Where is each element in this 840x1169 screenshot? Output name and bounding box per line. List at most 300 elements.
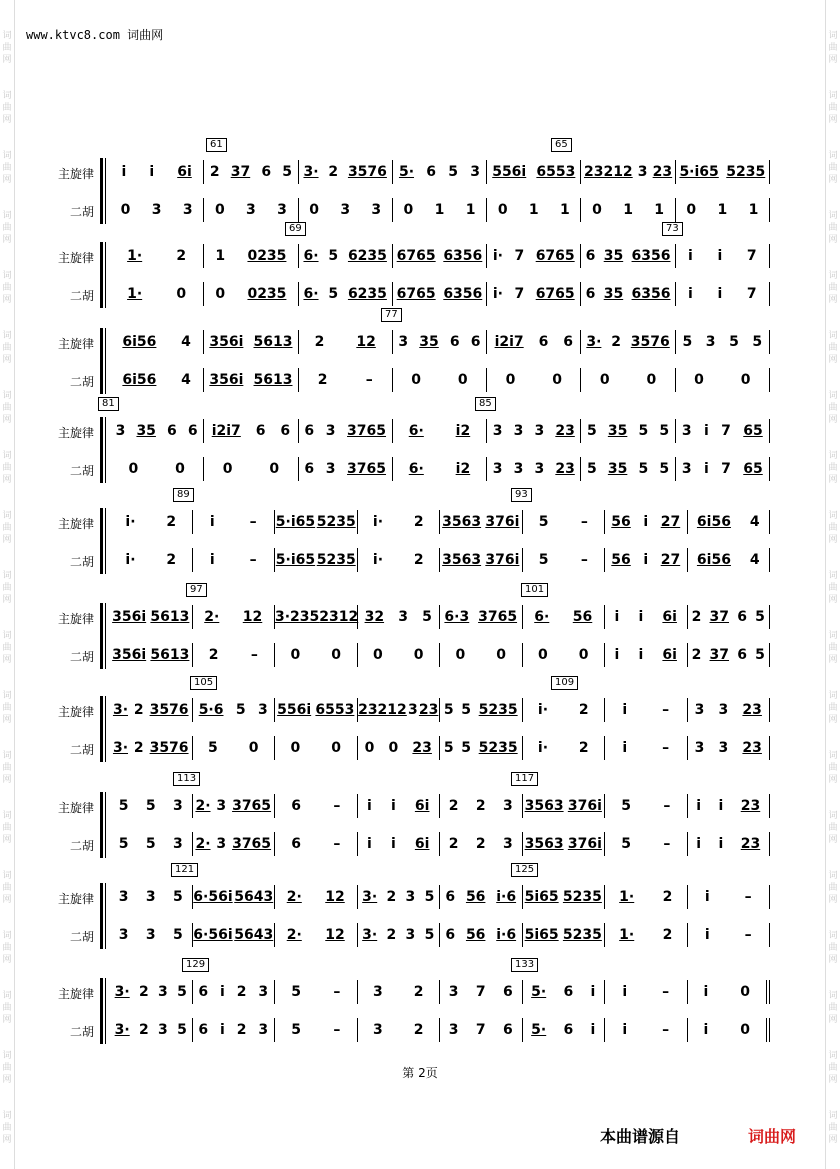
note-group: 6 bbox=[291, 798, 301, 814]
watermark-char: 曲 bbox=[828, 883, 838, 893]
note-group: i bbox=[643, 552, 649, 568]
watermark-char: 网 bbox=[828, 355, 838, 365]
note-group: 4 bbox=[749, 552, 760, 568]
note-group: 376i bbox=[567, 798, 602, 814]
note-group: 3563 bbox=[442, 552, 482, 568]
watermark-char: 词 bbox=[2, 451, 12, 461]
note-group: 27 bbox=[660, 552, 681, 568]
note-group: 3 bbox=[637, 164, 648, 180]
note-group: 2 bbox=[662, 889, 673, 905]
note-group: 6i56 bbox=[122, 372, 157, 388]
system-bracket-line bbox=[105, 603, 106, 669]
measure bbox=[393, 282, 487, 306]
watermark-char: 词 bbox=[2, 31, 12, 41]
measure bbox=[110, 548, 193, 572]
note-group: – bbox=[333, 798, 341, 814]
bar-number: 85 bbox=[475, 397, 496, 411]
note-group: 6765 bbox=[396, 248, 436, 264]
measure bbox=[193, 736, 276, 760]
note-group: 2 bbox=[611, 334, 621, 350]
measure bbox=[688, 548, 771, 572]
measure bbox=[110, 605, 193, 629]
note-group: 3 bbox=[173, 798, 183, 814]
note-group: i bbox=[718, 798, 724, 814]
watermark-char: 曲 bbox=[2, 883, 12, 893]
note-group: 5 bbox=[621, 836, 631, 852]
measure bbox=[393, 368, 487, 392]
measure bbox=[581, 419, 675, 443]
note-group: 3 bbox=[373, 1022, 383, 1038]
note-group: 0 bbox=[215, 286, 226, 302]
note-group: 7 bbox=[721, 461, 731, 477]
measure bbox=[275, 885, 358, 909]
note-group: 5 bbox=[291, 1022, 301, 1038]
note-group: 2· bbox=[195, 798, 211, 814]
measure bbox=[581, 457, 675, 481]
note-group: 5 bbox=[118, 836, 129, 852]
watermark-char: 网 bbox=[828, 595, 838, 605]
note-group: 5 bbox=[538, 514, 549, 530]
part-label-erhu: 二胡 bbox=[69, 930, 94, 944]
watermark-char: 曲 bbox=[2, 1123, 12, 1133]
watermark-char: 网 bbox=[828, 115, 838, 125]
staff-line-main bbox=[110, 160, 770, 184]
note-group: 5 bbox=[118, 798, 129, 814]
measure bbox=[204, 160, 298, 184]
measure bbox=[605, 510, 688, 534]
note-group: 65 bbox=[743, 423, 763, 439]
measure bbox=[523, 923, 606, 947]
note-group: 3 bbox=[513, 423, 524, 439]
watermark-char: 曲 bbox=[2, 583, 12, 593]
note-group: 0 bbox=[457, 372, 468, 388]
bar-number: 97 bbox=[186, 583, 207, 597]
note-group: 1· bbox=[619, 927, 635, 943]
staff-line-erhu bbox=[110, 368, 770, 392]
note-group: 2· bbox=[286, 927, 302, 943]
note-group: 3 bbox=[513, 461, 524, 477]
note-group: 35 bbox=[607, 461, 628, 477]
measure bbox=[299, 457, 393, 481]
measure bbox=[440, 698, 523, 722]
note-group: 3 bbox=[405, 927, 416, 943]
note-group: 5 bbox=[173, 889, 183, 905]
note-group: i bbox=[638, 609, 644, 625]
measure bbox=[605, 643, 688, 667]
note-group: 3· bbox=[114, 1022, 130, 1038]
note-group: 12 bbox=[325, 889, 345, 905]
watermark-char: 词 bbox=[828, 151, 838, 161]
watermark-char: 曲 bbox=[2, 343, 12, 353]
note-group: 2 bbox=[413, 514, 424, 530]
note-group: i· bbox=[492, 248, 503, 264]
system-bracket-line bbox=[105, 696, 106, 762]
note-group: 6 bbox=[585, 286, 596, 302]
right-watermark-strip bbox=[825, 0, 840, 1169]
note-group: 6 bbox=[563, 334, 573, 350]
note-group: 6·3 bbox=[444, 609, 470, 625]
note-group: 5 bbox=[538, 552, 549, 568]
watermark-char: 词 bbox=[2, 271, 12, 281]
note-group: 3563 bbox=[524, 798, 564, 814]
watermark-char: 网 bbox=[2, 1015, 12, 1025]
note-group: 5 bbox=[177, 1022, 187, 1038]
watermark-char: 网 bbox=[2, 235, 12, 245]
note-group: 5 bbox=[755, 609, 765, 625]
note-group: 5 bbox=[145, 798, 156, 814]
note-group: 23 bbox=[740, 798, 761, 814]
measure bbox=[110, 419, 204, 443]
note-group: i· bbox=[372, 514, 384, 530]
note-group: – bbox=[250, 647, 258, 663]
measure bbox=[523, 605, 606, 629]
measure bbox=[110, 368, 204, 392]
watermark-char: 曲 bbox=[828, 343, 838, 353]
watermark-char: 词 bbox=[2, 991, 12, 1001]
note-group: 5· bbox=[531, 984, 547, 1000]
measure bbox=[487, 457, 581, 481]
note-group: 3 bbox=[398, 334, 409, 350]
note-group: 6 bbox=[563, 984, 574, 1000]
note-group: 5643 bbox=[234, 927, 274, 943]
note-group: – bbox=[744, 927, 752, 943]
note-group: 3 bbox=[277, 202, 287, 218]
note-group: 23 bbox=[412, 740, 432, 756]
note-group: 23 bbox=[418, 702, 439, 718]
note-group: i bbox=[717, 286, 723, 302]
note-group: 2 bbox=[475, 798, 486, 814]
left-watermark-strip bbox=[0, 0, 15, 1169]
note-group: 5643 bbox=[234, 889, 274, 905]
note-group: 56 bbox=[572, 609, 593, 625]
staff-line-main bbox=[110, 885, 770, 909]
note-group: i·6 bbox=[496, 889, 517, 905]
note-group: 2 bbox=[413, 552, 424, 568]
note-group: 23212 bbox=[583, 164, 633, 180]
staff-line-main bbox=[110, 605, 770, 629]
note-group: 6356 bbox=[631, 248, 671, 264]
measure bbox=[688, 643, 771, 667]
watermark-char: 曲 bbox=[828, 43, 838, 53]
watermark-char: 网 bbox=[2, 595, 12, 605]
note-group: 0 bbox=[599, 372, 610, 388]
note-group: 0 bbox=[222, 461, 233, 477]
watermark-char: 网 bbox=[828, 1075, 838, 1085]
note-group: 0 bbox=[505, 372, 516, 388]
measure bbox=[275, 980, 358, 1004]
system-bracket-line bbox=[105, 883, 106, 949]
note-group: 5235 bbox=[316, 552, 356, 568]
note-group: 0 bbox=[646, 372, 657, 388]
note-group: 0 bbox=[269, 461, 280, 477]
measure bbox=[487, 282, 581, 306]
note-group: 0 bbox=[413, 647, 424, 663]
part-label-main: 主旋律 bbox=[57, 612, 94, 626]
watermark-char: 曲 bbox=[2, 1063, 12, 1073]
note-group: 0 bbox=[497, 202, 508, 218]
watermark-char: 曲 bbox=[828, 823, 838, 833]
measure bbox=[440, 923, 523, 947]
measure bbox=[110, 643, 193, 667]
note-group: 0 bbox=[175, 461, 185, 477]
measure bbox=[358, 885, 441, 909]
watermark-char: 曲 bbox=[2, 43, 12, 53]
note-group: 3 bbox=[373, 984, 383, 1000]
footer-source-text: 本曲谱源自 bbox=[600, 1127, 681, 1146]
measure bbox=[688, 698, 771, 722]
note-group: 0 bbox=[403, 202, 414, 218]
staff-line-erhu bbox=[110, 736, 770, 760]
bar-number: 69 bbox=[285, 222, 306, 236]
measure bbox=[487, 160, 581, 184]
note-group: 6i56 bbox=[696, 514, 731, 530]
watermark-char: 曲 bbox=[2, 763, 12, 773]
note-group: 2· bbox=[195, 836, 211, 852]
note-group: 3· bbox=[114, 984, 130, 1000]
note-group: 2 bbox=[139, 1022, 149, 1038]
watermark-char: 曲 bbox=[2, 223, 12, 233]
watermark-char: 曲 bbox=[2, 643, 12, 653]
note-group: i bbox=[390, 798, 396, 814]
note-group: 0 bbox=[496, 647, 506, 663]
watermark-char: 网 bbox=[828, 715, 838, 725]
note-group: i bbox=[390, 836, 396, 852]
measure bbox=[581, 330, 675, 354]
note-group: 6i bbox=[662, 609, 677, 625]
measure bbox=[193, 794, 276, 818]
note-group: 356i bbox=[209, 372, 244, 388]
measure bbox=[193, 885, 276, 909]
note-group: 6 bbox=[737, 609, 747, 625]
note-group: 0 bbox=[538, 647, 548, 663]
watermark-char: 曲 bbox=[828, 1003, 838, 1013]
note-group: 3 bbox=[470, 164, 480, 180]
measure bbox=[358, 605, 441, 629]
note-group: – bbox=[662, 1022, 670, 1038]
note-group: 6 bbox=[737, 647, 747, 663]
watermark-char: 网 bbox=[2, 415, 12, 425]
bar-number: 73 bbox=[662, 222, 683, 236]
note-group: 1 bbox=[465, 202, 476, 218]
note-group: 37 bbox=[709, 647, 730, 663]
note-group: 6 bbox=[426, 164, 436, 180]
note-group: 3 bbox=[216, 836, 227, 852]
part-label-main: 主旋律 bbox=[57, 892, 94, 906]
note-group: 5 bbox=[291, 984, 301, 1000]
note-group: 6 bbox=[198, 984, 209, 1000]
note-group: 0 bbox=[578, 647, 589, 663]
watermark-char: 曲 bbox=[2, 523, 12, 533]
note-group: 6 bbox=[198, 1022, 209, 1038]
watermark-char: 曲 bbox=[2, 283, 12, 293]
note-group: 3 bbox=[371, 202, 382, 218]
measure bbox=[688, 1018, 771, 1042]
note-group: 56 bbox=[465, 889, 486, 905]
measure bbox=[581, 198, 675, 222]
staff-line-erhu bbox=[110, 282, 770, 306]
system-bracket bbox=[100, 978, 103, 1044]
note-group: 5 bbox=[424, 889, 435, 905]
note-group: 1· bbox=[127, 286, 143, 302]
note-group: i bbox=[703, 1022, 709, 1038]
note-group: 3 bbox=[718, 702, 729, 718]
note-group: 3 bbox=[258, 1022, 269, 1038]
note-group: 3 bbox=[398, 609, 408, 625]
watermark-char: 网 bbox=[2, 535, 12, 545]
measure bbox=[110, 198, 204, 222]
staff-line-main bbox=[110, 419, 770, 443]
part-label-main: 主旋律 bbox=[57, 426, 94, 440]
note-group: 3 bbox=[694, 740, 705, 756]
note-group: i bbox=[220, 984, 225, 1000]
site-url: www.ktvc8.com 词曲网 bbox=[26, 28, 164, 42]
watermark-char: 曲 bbox=[828, 523, 838, 533]
note-group: 3 bbox=[118, 927, 129, 943]
note-group: i bbox=[688, 286, 693, 302]
note-group: 2 bbox=[314, 334, 325, 350]
measure bbox=[393, 160, 487, 184]
note-group: 3563 bbox=[442, 514, 482, 530]
part-label-erhu: 二胡 bbox=[69, 375, 94, 389]
note-group: 2 bbox=[176, 248, 187, 264]
part-label-erhu: 二胡 bbox=[69, 839, 94, 853]
measure bbox=[204, 368, 298, 392]
measure bbox=[393, 244, 487, 268]
watermark-char: 网 bbox=[828, 295, 838, 305]
watermark-char: 网 bbox=[828, 535, 838, 545]
measure bbox=[676, 244, 770, 268]
note-group: 35 bbox=[136, 423, 156, 439]
watermark-char: 词 bbox=[828, 211, 838, 221]
note-group: 2 bbox=[133, 702, 144, 718]
part-label-erhu: 二胡 bbox=[69, 1025, 94, 1039]
note-group: 12 bbox=[325, 927, 345, 943]
watermark-char: 词 bbox=[828, 451, 838, 461]
note-group: 0 bbox=[309, 202, 319, 218]
watermark-char: 曲 bbox=[828, 763, 838, 773]
watermark-char: 词 bbox=[2, 331, 12, 341]
measure bbox=[358, 698, 441, 722]
part-label-main: 主旋律 bbox=[57, 517, 94, 531]
note-group: i bbox=[718, 836, 724, 852]
system-bracket-line bbox=[105, 158, 106, 224]
measure bbox=[193, 605, 276, 629]
measure bbox=[110, 330, 204, 354]
note-group: – bbox=[333, 1022, 341, 1038]
watermark-char: 词 bbox=[828, 631, 838, 641]
note-group: 6i56 bbox=[696, 552, 731, 568]
note-group: 5235 bbox=[316, 514, 356, 530]
note-group: 6·56i bbox=[193, 889, 233, 905]
staff-line-erhu bbox=[110, 548, 770, 572]
measure bbox=[204, 282, 298, 306]
measure bbox=[605, 605, 688, 629]
note-group: 6· bbox=[408, 461, 424, 477]
watermark-char: 曲 bbox=[828, 223, 838, 233]
measure bbox=[487, 198, 581, 222]
note-group: 5· bbox=[531, 1022, 547, 1038]
measure bbox=[204, 198, 298, 222]
note-group: 5i65 bbox=[524, 927, 559, 943]
note-group: 0 bbox=[290, 740, 301, 756]
note-group: 2 bbox=[328, 164, 339, 180]
note-group: i bbox=[590, 984, 596, 1000]
system-bracket-line bbox=[105, 328, 106, 394]
note-group: 1 bbox=[654, 202, 665, 218]
measure bbox=[275, 698, 358, 722]
note-group: 356i bbox=[209, 334, 244, 350]
note-group: 2 bbox=[662, 927, 673, 943]
note-group: i2i7 bbox=[211, 423, 241, 439]
watermark-char: 曲 bbox=[2, 403, 12, 413]
note-group: 0 bbox=[552, 372, 562, 388]
measure bbox=[523, 885, 606, 909]
note-group: 5 bbox=[424, 927, 435, 943]
staff-line-main bbox=[110, 698, 770, 722]
note-group: 5 bbox=[638, 461, 649, 477]
note-group: 4 bbox=[749, 514, 760, 530]
staff-line-main bbox=[110, 980, 770, 1004]
measure bbox=[487, 330, 581, 354]
note-group: 0 bbox=[364, 740, 375, 756]
system-bracket-line bbox=[105, 508, 106, 574]
note-group: i bbox=[614, 609, 620, 625]
note-group: 4 bbox=[181, 372, 191, 388]
note-group: 56 bbox=[611, 514, 631, 530]
watermark-char: 网 bbox=[2, 1075, 12, 1085]
measure bbox=[110, 923, 193, 947]
watermark-char: 词 bbox=[2, 691, 12, 701]
measure bbox=[110, 736, 193, 760]
note-group: 3 bbox=[681, 461, 692, 477]
watermark-char: 词 bbox=[828, 811, 838, 821]
note-group: 3 bbox=[448, 984, 459, 1000]
bar-number: 89 bbox=[173, 488, 194, 502]
note-group: 0 bbox=[331, 647, 341, 663]
note-group: – bbox=[249, 552, 257, 568]
note-group: 23212 bbox=[358, 702, 407, 718]
note-group: 5 bbox=[173, 927, 183, 943]
measure bbox=[676, 198, 770, 222]
note-group: 3· bbox=[362, 927, 378, 943]
watermark-char: 词 bbox=[2, 571, 12, 581]
measure bbox=[523, 794, 606, 818]
note-group: 3 bbox=[325, 423, 336, 439]
measure bbox=[440, 605, 523, 629]
part-label-main: 主旋律 bbox=[57, 801, 94, 815]
measure bbox=[605, 885, 688, 909]
note-group: 2 bbox=[475, 836, 486, 852]
note-group: 3 bbox=[340, 202, 351, 218]
part-label-erhu: 二胡 bbox=[69, 650, 94, 664]
note-group: 6235 bbox=[347, 286, 387, 302]
note-group: 12 bbox=[356, 334, 376, 350]
measure bbox=[110, 832, 193, 856]
watermark-char: 曲 bbox=[828, 943, 838, 953]
note-group: 5 bbox=[282, 164, 292, 180]
note-group: 35 bbox=[419, 334, 439, 350]
watermark-char: 网 bbox=[2, 835, 12, 845]
note-group: 1 bbox=[215, 248, 226, 264]
note-group: 37 bbox=[709, 609, 730, 625]
note-group: 5 bbox=[443, 740, 454, 756]
system-bracket-line bbox=[105, 242, 106, 308]
measure bbox=[676, 282, 770, 306]
measure bbox=[581, 282, 675, 306]
measure bbox=[676, 457, 770, 481]
note-group: 6765 bbox=[396, 286, 436, 302]
part-label-erhu: 二胡 bbox=[69, 289, 94, 303]
